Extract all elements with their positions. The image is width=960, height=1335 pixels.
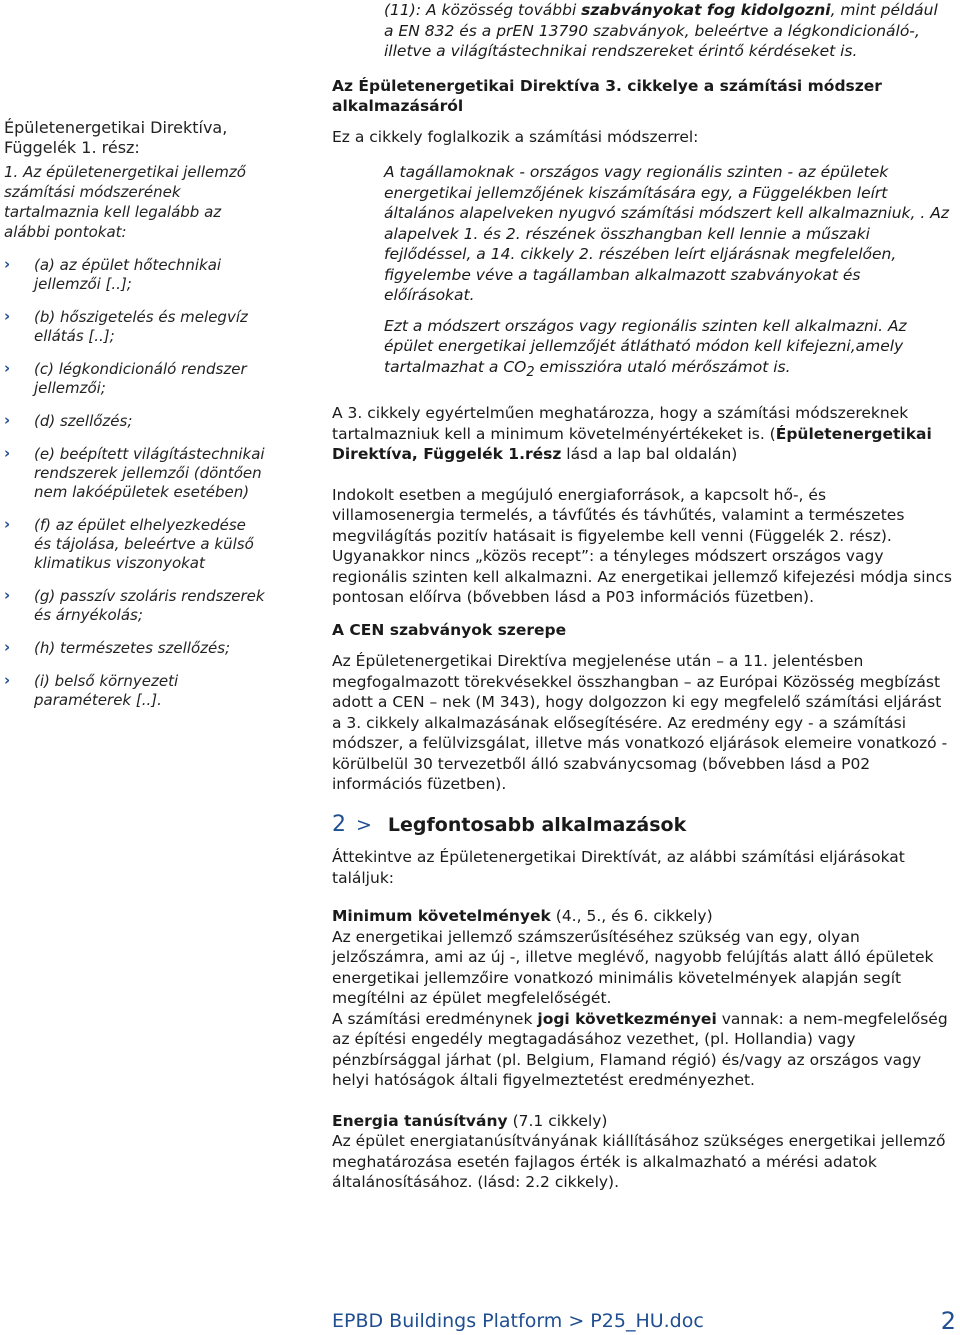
- article-heading: Az Épületenergetikai Direktíva 3. cikkelye a számítási módszer alkalmazásáról: [332, 76, 882, 115]
- chevron-right-icon: ›: [4, 444, 11, 462]
- section-title: Legfontosabb alkalmazások: [387, 813, 687, 836]
- top-quote: (11): A közösség további szabványokat fog kidolgozni, mint például a EN 832 és a prEN 13790 szabványok, beleértve a légkondicionáló-, illetve a világítástechnikai rendszereket érintő kérdéseket is.: [384, 1, 938, 60]
- sidebar-item-text: (c) légkondicionáló rendszer jellemzői;: [34, 360, 247, 397]
- page-number: 2: [940, 1307, 956, 1335]
- chevron-right-icon: ›: [4, 586, 11, 604]
- main-content: [332, 0, 952, 1193]
- sidebar-item-text: (d) szellőzés;: [34, 412, 133, 430]
- sidebar-item-text: (b) hőszigetelés és melegvíz ellátás [..];: [34, 308, 248, 345]
- sidebar-intro: 1. Az épületenergetikai jellemző számítási módszerének tartalmaznia kell legalább az alábbi pontokat:: [4, 163, 246, 241]
- overview-paragraph: Áttekintve az Épületenergetikai Direktívát, az alábbi számítási eljárásokat találjuk:: [332, 848, 905, 887]
- chevron-right-icon: ›: [4, 359, 11, 377]
- chevron-right-icon: ›: [4, 255, 11, 273]
- min-req-heading: Minimum követelmények (4., 5., és 6. cikkely): [332, 907, 713, 926]
- chevron-right-icon: ›: [4, 515, 11, 533]
- section-number: 2: [332, 811, 346, 837]
- cert-heading: Energia tanúsítvány (7.1 cikkely): [332, 1111, 608, 1130]
- page-footer: [332, 1307, 956, 1335]
- article-quote-2: Ezt a módszert országos vagy regionális szinten kell alkalmazni. Az épület energetikai jellemzőjét átlátható módon kell kifejezni,amely tartalmazhat a $CO_2$ emisszióra utaló mérőszámot is.: [384, 316, 907, 380]
- sidebar-list-item: [4, 587, 266, 625]
- min-req-body-b: A számítási eredménynek jogi következményei vannak: a nem-megfelelőség az építési engedély megtagadásához vezethet, (pl. Hollandia) vagy pénzbírsággal járhat (pl. Belgium, Flamand régió) és/vagy az országos vagy helyi hatóságok általi figyelmeztetést eredményezhet.: [332, 1009, 948, 1090]
- chevron-right-icon: ›: [4, 411, 11, 429]
- article-quote-1: A tagállamoknak - országos vagy regionális szinten - az épületek energetikai jellemzőjének kiszámítására egy, a Függelékben leírt általános alapelveken nyugvó számítási módszert kell alkalmazniuk, . Az alapelvek 1. és 2. részének összhangban kell lennie a műszaki fejlődéssel, a 14. cikkely 2. részében leírt eljárásnak megfelelően, figyelembe véve a tagállamban alkalmazott szabványokat és előírásokat.: [384, 163, 949, 304]
- cen-heading: A CEN szabványok szerepe: [332, 620, 567, 639]
- sidebar-list-item: [4, 412, 266, 431]
- sidebar-list-item: [4, 516, 266, 573]
- sidebar-item-text: (a) az épület hőtechnikai jellemzői [..];: [34, 256, 222, 293]
- sidebar-list-item: [4, 672, 266, 710]
- sidebar-list-item: [4, 639, 266, 658]
- renewables-paragraph: Indokolt esetben a megújuló energiaforrások, a kapcsolt hő-, és villamosenergia termelés, a távfűtés és távhűtés, valamint a természetes megvilágítás pozitív hatásait is figyelembe kell venni (Függelék 2. rész). Ugyanakkor nincs „közös recept”: a tényleges módszert országos vagy regionális szinten kell alkalmazni. Az energetikai jellemző kifejezési módja sincs pontosan előírva (bővebben lásd a P03 információs füzetben).: [332, 485, 952, 607]
- article-intro: Ez a cikkely foglalkozik a számítási módszerrel:: [332, 127, 699, 146]
- sidebar-list-item: [4, 308, 266, 346]
- sidebar-item-text: (e) beépített világítástechnikai rendszerek jellemzői (döntően nem lakóépületek esetében): [34, 445, 265, 501]
- sidebar-quote: [4, 118, 266, 710]
- sidebar-list-item: [4, 445, 266, 502]
- chevron-right-icon: ›: [4, 671, 11, 689]
- chevron-right-icon: ›: [4, 307, 11, 325]
- sidebar-list-item: [4, 256, 266, 294]
- article3-paragraph: A 3. cikkely egyértelműen meghatározza, hogy a számítási módszereknek tartalmazniuk kell a minimum követelményértékeket is. (Épületenergetikai Direktíva, Függelék 1.rész lásd a lap bal oldalán): [332, 404, 932, 464]
- sidebar-item-text: (i) belső környezeti paraméterek [..].: [34, 672, 179, 709]
- footer-text: EPBD Buildings Platform > P25_HU.doc: [332, 1310, 704, 1332]
- section-chevron: >: [356, 813, 372, 836]
- cert-body: Az épület energiatanúsítványának kiállításához szükséges energetikai jellemző meghatározása esetén fajlagos érték is alkalmazható a mérési adatok általánosításához. (lásd: 2.2 cikkely).: [332, 1132, 946, 1192]
- chevron-right-icon: ›: [4, 638, 11, 656]
- sidebar-heading: Épületenergetikai Direktíva, Függelék 1. rész:: [4, 118, 228, 157]
- sidebar-list-item: [4, 360, 266, 398]
- sidebar-item-text: (h) természetes szellőzés;: [34, 639, 231, 657]
- section-2-heading: [332, 811, 952, 837]
- cen-paragraph: Az Épületenergetikai Direktíva megjelenése után – a 11. jelentésben megfogalmazott törekvésekkel összhangban – az Európai Közösség megbízást adott a CEN – nek (M 343), hogy dolgozzon ki egy megfelelő számítási eljárást a 3. cikkely alkalmazásának elősegítésére. Az eredmény egy - a számítási módszer, a felülvizsgálat, illetve más vonatkozó eljárások elemeire vonatkozó - körülbelül 30 tervezetből álló szabványcsomag (bővebben lásd a P02 információs füzetben).: [332, 652, 948, 794]
- sidebar-item-text: (g) passzív szoláris rendszerek és árnyékolás;: [34, 587, 265, 624]
- sidebar-list: [4, 256, 266, 710]
- min-req-body-a: Az energetikai jellemző számszerűsítéséhez szükség van egy, olyan jelzőszámra, ami az új -, illetve meglévő, nagyobb felújítás alatt álló épületek energetikai jellemzőire vonatkozó minimális követelmények alapján segít megítélni az épület megfelelőségét.: [332, 927, 934, 1008]
- sidebar-item-text: (f) az épület elhelyezkedése és tájolása, beleértve a külső klimatikus viszonyokat: [34, 516, 254, 572]
